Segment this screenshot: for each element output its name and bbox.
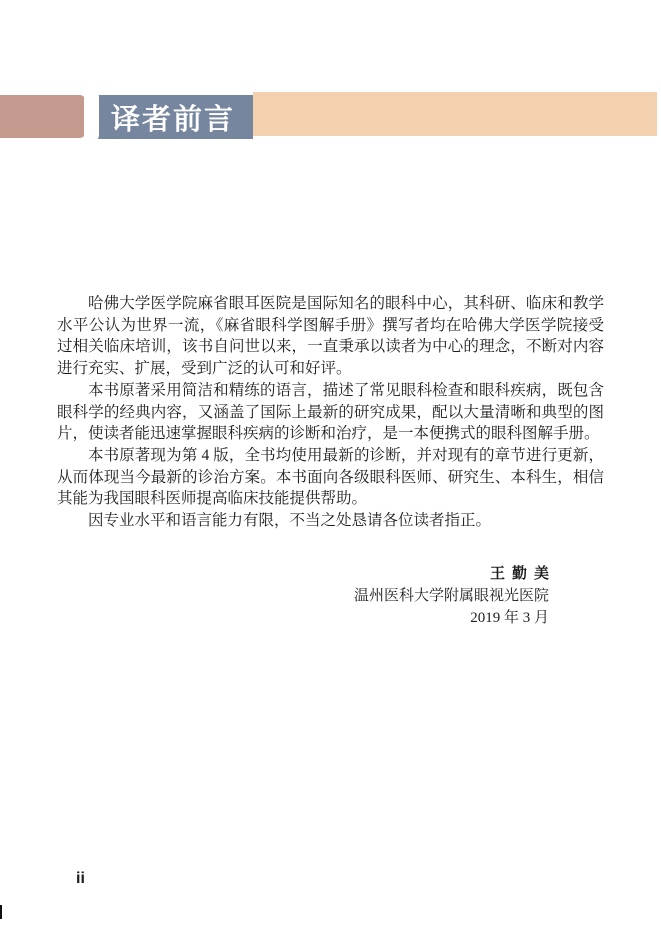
translator-name: 王勤美: [489, 564, 556, 582]
page-title: 译者前言: [110, 103, 235, 136]
header-peach-bar: [253, 92, 657, 136]
header-mauve-block: [0, 95, 85, 138]
paragraph-3: 本书原著现为第 4 版，全书均使用最新的诊断，并对现有的章节进行更新，从而体现当今最新的诊治方案。本书面向各级眼科医师、研究生、本科生，相信其能为我国眼科医师提高临床技能提供帮助。: [57, 446, 604, 508]
signature-date: 2019 年 3 月: [470, 610, 549, 626]
paragraph-1: 哈佛大学医学院麻省眼耳医院是国际知名的眼科中心，其科研、临床和教学水平公认为世界一流，《麻省眼科学图解手册》撰写者均在哈佛大学医学院接受过相关临床培训，该书自问世以来，一直秉承以读者为中心的理念，不断对内容进行充实、扩展，受到广泛的认可和好评。: [57, 295, 604, 378]
header-white-capsule: [84, 90, 99, 142]
paragraph-4: 因专业水平和语言能力有限，不当之处恳请各位读者指正。: [88, 512, 492, 530]
scan-artifact: [0, 905, 2, 919]
paragraph-2: 本书原著采用简洁和精练的语言，描述了常见眼科检查和眼科疾病，既包含眼科学的经典内容，又涵盖了国际上最新的研究成果，配以大量清晰和典型的图片，使读者能迅速掌握眼科疾病的诊断和治疗，是一本便携式的眼科图解手册。: [57, 381, 604, 443]
page-number: ii: [76, 870, 85, 887]
signature-block: [57, 562, 604, 629]
header-title-box: [93, 95, 253, 139]
translator-name-line: [57, 562, 604, 585]
translator-affiliation: 温州医科大学附属眼视光医院: [353, 588, 549, 604]
preface-body: [57, 293, 604, 532]
